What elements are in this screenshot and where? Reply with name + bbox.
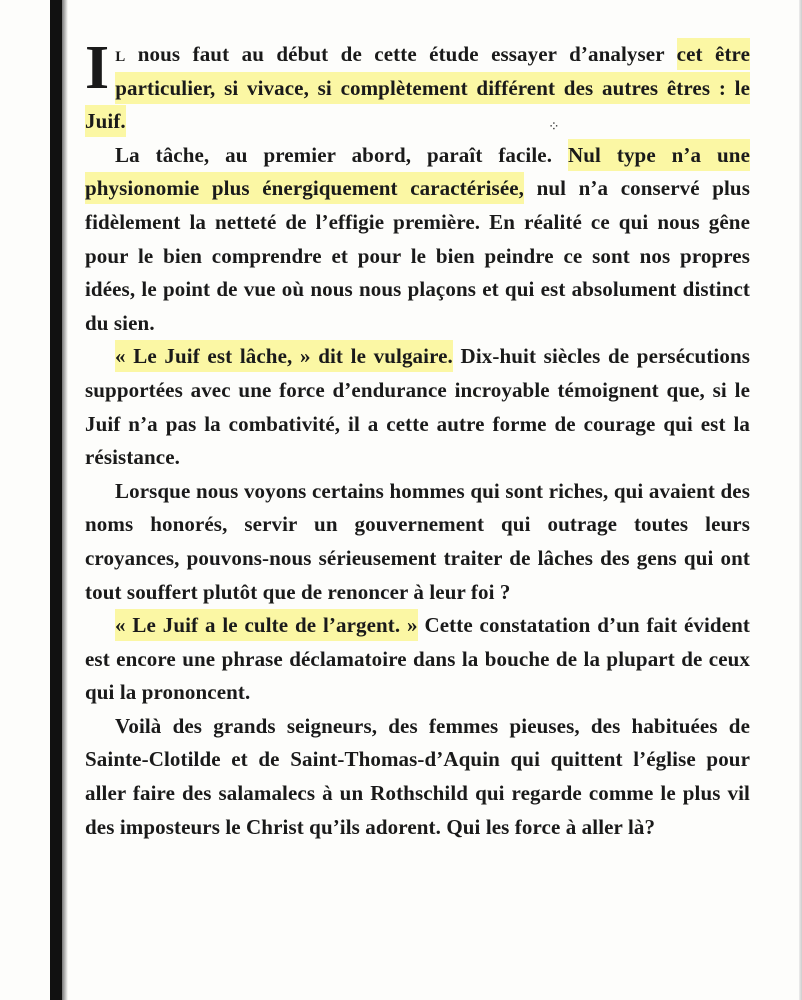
highlight-1[interactable]: cet être particulier, si vivace, si complètement différent des autres êtres : le Juif.	[85, 38, 750, 137]
highlight-2[interactable]: Nul type n’a une physionomie plus énergiquement caractérisée,	[85, 139, 750, 205]
paragraph-5-text: Cette constatation d’un fait évident est encore une phrase déclamatoire dans la bouche de la plupart de ceux qui la prononcent.	[85, 613, 751, 705]
paragraph-1-text: nous faut au début de cette étude essayer d’analyser	[125, 42, 677, 66]
paragraph-3-text: Dix-huit siècles de persécutions supportées avec une force d’endurance incroyable témoignent que, si le Juif n’a pas la combativité, il a cette autre forme de courage qui est la résistance.	[85, 344, 751, 470]
paragraph-4	[85, 475, 750, 609]
scan-speck: ⁘	[548, 119, 560, 135]
paragraph-2-text-a: La tâche, au premier abord, paraît facile.	[115, 142, 568, 167]
paragraph-3	[85, 340, 750, 474]
paragraph-6-text: Voilà des grands seigneurs, des femmes pieuses, des habituées de Sainte-Clotilde et de Saint-Thomas-d’Aquin qui quittent l’église pour aller faire des salamalecs à un Rothschild qui regarde comme le plus vil des imposteurs le Christ qu’ils adorent. Qui les force à aller là?	[85, 713, 750, 839]
paragraph-6	[85, 710, 750, 844]
paragraph-2-text-b: nul n’a conservé plus fidèlement la netteté de l’effigie première. En réalité ce qui nous gêne pour le bien comprendre et pour le bien peindre ce sont nos propres idées, le point de vue où nous nous plaçons et qui est absolument distinct du sien.	[85, 176, 750, 335]
drop-cap: I	[85, 34, 110, 102]
book-spine-shadow	[50, 0, 62, 1000]
gutter-gradient	[62, 0, 68, 1000]
paragraph-4-text: Lorsque nous voyons certains hommes qui sont riches, qui avaient des noms honorés, servir un gouvernement qui outrage toutes leurs croyances, pouvons-nous sérieusement traiter de lâches des gens qui ont tout souffert plutôt que de renoncer à leur foi ?	[85, 478, 750, 604]
body-text	[85, 34, 751, 844]
paragraph-1	[85, 34, 751, 139]
small-caps-letter: l	[115, 42, 126, 66]
highlight-3[interactable]: « Le Juif est lâche, » dit le vulgaire.	[115, 340, 453, 372]
paragraph-2	[85, 139, 750, 341]
highlight-4[interactable]: « Le Juif a le culte de l’argent. »	[115, 609, 418, 641]
paragraph-5	[85, 609, 750, 710]
